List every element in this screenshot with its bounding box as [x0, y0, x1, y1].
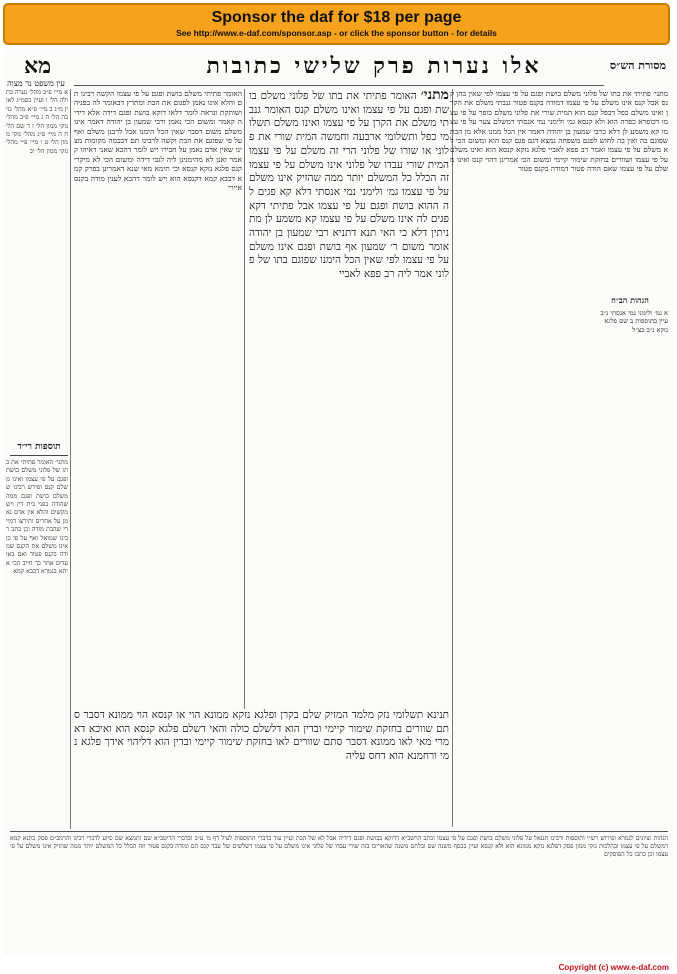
tosafot-rid-commentary	[6, 459, 68, 839]
ein-mishpat-label: עין משפט נר מצוה	[7, 79, 65, 88]
rashi-text: מתני׳ פתיתי את בתו של פלוני משלם בושת ופגם על פי עצמו לפי שאין בהן קנס אבל קנס אינו משלם על פי עצמו דמודה בקנס פטור גנבתי משלם את הקרן ואינו משלם כפל דכפל קנס הוא המית שורי את פלוני משלם כופר על פי עצמו דכופרא כפרה הוא ולא קנסא גמ׳ ולימני נמי אנסתי דמשלם צער על פי עצמו קא משמע לן דלא כרבי שמעון בן יהודה דאמר אין הכל ממנו אלא מן הבת שפוגם בה ואין בה לחוש לפגם משפחה נמצא דגם פגם קנס הוא ומשום הכי לא משלם על פי עצמו ואמר רב פפא לאביי פלגא נזקא קנסא הוא ואינו משלם על פי עצמו ושוורים בחזקת שימור קיימי ומשום הכי אמרינן דהוי קנס ואינו משלם על פי עצמו שאם הודה פטור דמודה בקנס פטור	[450, 89, 668, 174]
gemara-text-block	[249, 89, 449, 709]
page-title: אלו נערות פרק שלישי כתובות	[206, 53, 542, 79]
rashi-commentary	[450, 89, 668, 827]
talmud-page	[4, 49, 674, 955]
mesorat-hashas-label: מסורת הש״ס	[609, 59, 666, 72]
sponsor-banner[interactable]	[3, 3, 670, 45]
gemara-text: האומר פתיתי את בתו של פלוני משלם בושת ופגם על פי עצמו ואינו משלם קנס האומר גנבתי משלם את הקרן על פי עצמו ואינו משלם תשלומי כפל ותשלומי ארבעה וחמשה המית שורי את פלוני או שורו של פלוני הרי זה משלם על פי עצמו המית שורי עבדו של פלוני אינו משלם על פי עצמו זה הכלל כל המשלם יותר ממה שהזיק אינו משלם על פי עצמו גמ׳ ולימני נמי אנסתי דלא קא פגים לה ההוא בושת ופגם על פי עצמו אבל פתיתי דקא פגים לה אינו משלם על פי עצמו קא משמע לן מתניתין דלא כי האי תנא דתניא רבי שמעון בן יהודה אומר משום ר׳ שמעון אף בושת ופגם אינו משלם על פי עצמו לפי שאין הכל הימנו שפוגם בתו של פלוני אמר ליה רב פפא לאביי	[249, 90, 449, 281]
mishna-lead-word: מתני׳	[420, 89, 449, 103]
sponsor-banner-title: Sponsor the daf for $18 per page	[211, 9, 462, 26]
copyright-notice: Copyright (c) www.e-daf.com	[558, 963, 669, 972]
column-divider	[244, 89, 245, 709]
tosafot-rid-rule	[10, 455, 68, 456]
tosafot-rid-text: מתני׳ האומר פתיתי את בתו של פלוני משלם בושת ופגם על פי עצמו ואינו משלם קנס ופירש רבינו שמשלם בושת ופגם ממה שהודה בפני בית דין ויש מקשים והלא אין אדם נאמן על אחרים ותירצו דמיירי שהבת מודה וכן כתב רבינו שמואל ואף על פי כן אינו משלם את הקנס שמודה בקנס פטור ואם באו עדים אחר כך חייב הכי איתא בגמרא דבבא קמא	[6, 459, 68, 576]
mesora-notes-text: א מיי׳ פ״ב מהל׳ נערה בתולה הל׳ ו ועיין בסמ״ג לאוין מ״ג ב מיי׳ פ״א מהל׳ גניבה הל׳ ה ג מיי׳ פ״ב מהל׳ נזקי ממון הל׳ ז ד שם הל׳ ח ה מיי׳ פ״ג מהל׳ נזקי ממון הל׳ ט ו מיי׳ פ״י מהל׳ נזקי ממון הל׳ יב	[6, 89, 68, 155]
tosafot-text: האומר פתיתי משלם בושת ופגם על פי עצמו הקשה רבינו תם והלא אינו נאמן לפגום את הבת ומתרץ דבאומר לה בפניה ושותקת ונראה לומר דלאו דוקא בושת ופגם דידה אלא דידיה קאמר ומשום הכי נאמן ורבי שמעון בן יהודה דאמר אינו משלם משום דסבר שאין הכל הימנו אבל לרבנן משלם ואף על פי שפוגם את הבת וקשה לרבינו תם דבכמה מקומות מצינו שאין אדם נאמן על חבירו ויש לומר דהכא שאני דאיהו קאמר ואנן לא מהימנינן ליה לגבי דידה ומשום הכי לא מיקרי קנס פלגא נזקא קנסא וכי תימא מאי שנא דאמרינן בפרק קמא דבבא קמא דקנסא הוא ויש לומר דהכא לענין מודה בקנס איירי	[74, 89, 242, 193]
header-rule	[74, 85, 604, 86]
bottom-notes-text: הגהות וציונים לגמרא ופירוש רש״י ותוספות ורבינו חננאל על פלוני משלם בושת ופגם על פי עצמו וכתב הרשב״א דדוקא בבושת ופגם דידיה אבל לא של הבת ועיין עוד בדברי התוספות לעיל דף מ׳ ע״ב ובדברי הריטב״א שם ותמצא שם סיוע לדברי רבינו והרמב״ם פסק כתנא קמא דמשלם על פי עצמו ובהלכות נזקי ממון פסק דפלגא נזקא ממונא הוא ולא קנסא ועיין בכסף משנה שם ובלחם משנה שהאריכו בזה שורי עבדו של פלוני אינו משלם על פי עצמו דשלשים של עבד קנס הם ומודה בקנס פטור וזה הכלל כל המשלם יותר ממה שהזיק אינו משלם על פי עצמו וכן כתבו כל הפוסקים	[10, 835, 668, 858]
sponsor-banner-subtitle: See http://www.e-daf.com/sponsor.asp - or click the sponsor button - for details	[176, 28, 497, 38]
hagahot-bach-heading: הגהות הב״ח	[611, 295, 649, 305]
bottom-notes	[10, 835, 668, 951]
tosafot-commentary	[74, 89, 242, 709]
gemara-lower-text: תנינא תשלומי נזק מלמד המזיק שלם בקרן ופלגא נזקא ממונא הוי או קנסא הוי ממונא דסבר סתם שוורים בחזקת שימור קיימי ובדין הוא דלשלם כולה והאי דשלם פלגא קנסא הוא ואיכא דאמרי מאי לאו ממונא דסבר סתם שוורים לאו בחזקת שימור קיימי ובדין הוא דליהוי אידך פלגא נמי ורחמנא הוא דחס עליה	[74, 709, 449, 763]
column-divider	[70, 89, 71, 829]
daf-number: מא	[24, 53, 52, 79]
gemara-lower-block	[74, 709, 449, 829]
ein-mishpat-notes	[6, 89, 68, 449]
hagahot-bach-notes: א גמ׳ ולימני נמי אנסתי נ״ב עיין בתוספות ב שם פלגא נזקא נ״ב כצ״ל	[600, 309, 668, 334]
footer-rule	[10, 831, 668, 832]
tosafot-rid-heading: תוספות רי״ד	[17, 442, 61, 452]
